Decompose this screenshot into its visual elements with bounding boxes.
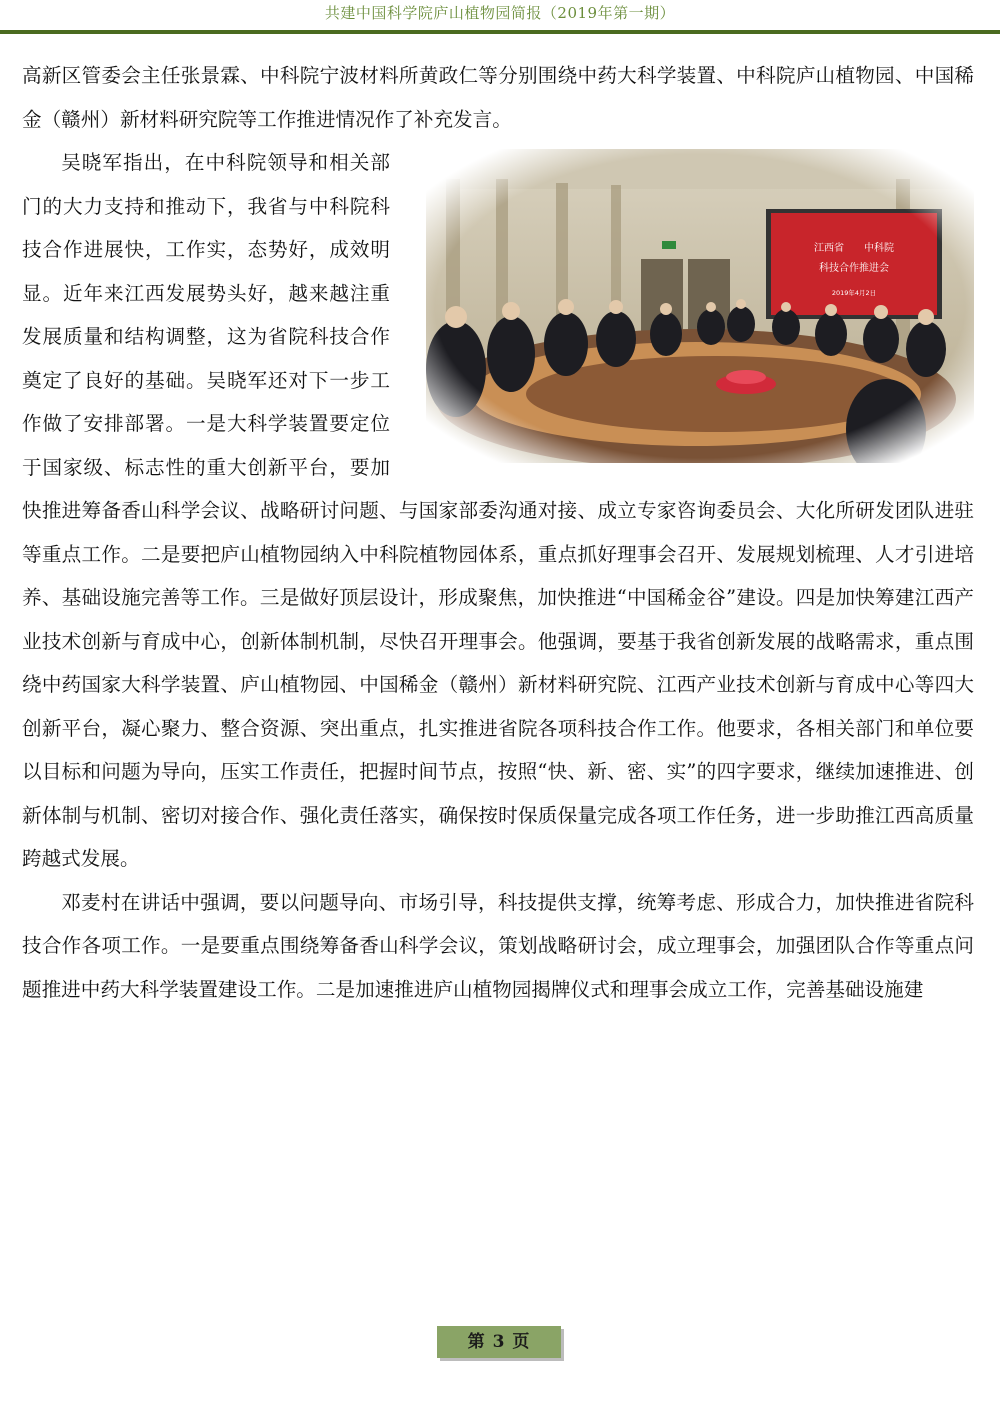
- paragraph-3: 邓麦村在讲话中强调，要以问题导向、市场引导，科技提供支撑，统筹考虑、形成合力，加快推进省院科技合作各项工作。一是要重点围绕筹备香山科学会议，策划战略研讨会，成立理事会，加强团队合作等重点问题推进中药大科学装置建设工作。二是加速推进庐山植物园揭牌仪式和理事会成立工作，完善基础设施建: [22, 890, 974, 1001]
- header-rule: [0, 30, 1000, 34]
- paragraph-1: 高新区管委会主任张景霖、中科院宁波材料所黄政仁等分别围绕中药大科学装置、中科院庐山植物园、中国稀金（赣州）新材料研究院等工作推进情况作了补充发言。: [22, 64, 974, 131]
- paragraph-2: 吴晓军指出，在中科院领导和相关部门的大力支持和推动下，我省与中科院科技合作进展快，工作实，态势好，成效明显。近年来江西发展势头好，越来越注重发展质量和结构调整，这为省院科技合作奠定了良好的基础。吴晓军还对下一步工作做了安排部署。一是大科学装置要定位于国家级、标志性的重大创新平台，要加快推进筹备香山科学会议、战略研讨问题、与国家部委沟通对接、成立专家咨询委员会、大化所研发团队进驻等重点工作。二是要把庐山植物园纳入中科院植物园体系，重点抓好理事会召开、发展规划梳理、人才引进培养、基础设施完善等工作。三是做好顶层设计，形成聚焦，加快推进“中国稀金谷”建设。四是加快筹建江西产业技术创新与育成中心，创新体制机制，尽快召开理事会。他强调，要基于我省创新发展的战略需求，重点围绕中药国家大科学装置、庐山植物园、中国稀金（赣州）新材料研究院、江西产业技术创新与育成中心等四大创新平台，凝心聚力、整合资源、突出重点，扎实推进省院各项科技合作工作。他要求，各相关部门和单位要以目标和问题为导向，压实工作责任，把握时间节点，按照“快、新、密、实”的四字要求，继续加速推进、创新体制与机制、密切对接合作、强化责任落实，确保按时保质保量完成各项工作任务，进一步助推江西高质量跨越式发展。: [22, 151, 974, 870]
- page-number-badge: 第 3 页: [437, 1326, 561, 1358]
- page-header-title: 共建中国科学院庐山植物园简报（2019年第一期）: [324, 4, 676, 22]
- meeting-photo: [426, 149, 974, 463]
- article-body: [22, 54, 974, 1011]
